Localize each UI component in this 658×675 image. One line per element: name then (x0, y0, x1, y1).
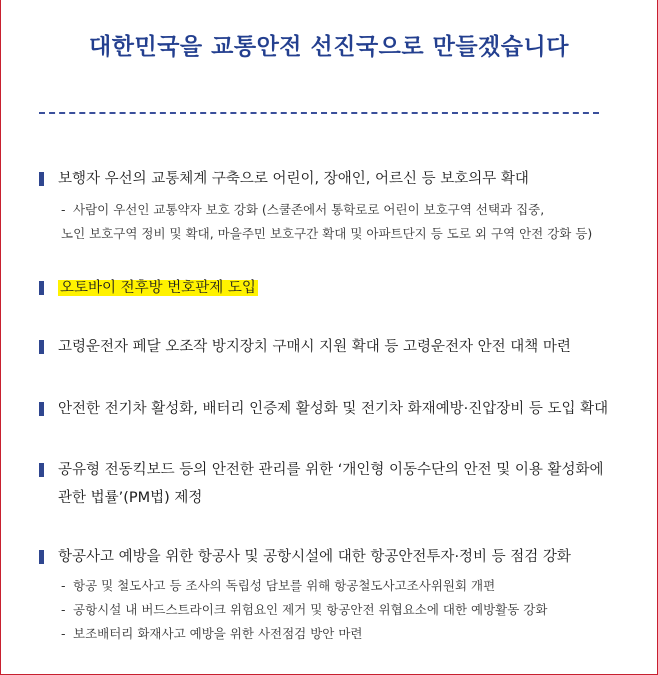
policy-heading-wrapper (58, 277, 637, 299)
policy-heading (39, 168, 637, 190)
dash-marker: - (61, 578, 66, 593)
policy-heading-text: 보행자 우선의 교통체계 구축으로 어린이, 장애인, 어르신 등 보호의무 확대 (58, 171, 529, 187)
policy-heading (39, 336, 637, 358)
policy-item-motorcycle (39, 277, 637, 299)
page-title: 대한민국을 교통안전 선진국으로 만들겠습니다 (89, 34, 569, 60)
policy-sub-item-continued (61, 222, 637, 246)
policy-item-elderly-driver (39, 336, 637, 358)
dash-marker: - (61, 626, 66, 641)
dash-marker: - (61, 202, 66, 217)
bullet-marker (39, 281, 44, 295)
policy-item-electric-vehicle (39, 398, 637, 420)
dash-marker: - (61, 602, 66, 617)
policy-sub-item (61, 598, 637, 622)
bullet-marker (39, 172, 44, 186)
policy-sub-text: 노인 보호구역 정비 및 확대, 마을주민 보호구간 확대 및 아파트단지 등 도로 외 구역 안전 강화 등) (61, 226, 593, 241)
policy-heading (39, 459, 637, 509)
policy-heading-line1: 공유형 전동킥보드 등의 안전한 관리를 위한 ‘개인형 이동수단의 안전 및 이용 활성화에 (58, 462, 604, 478)
policy-heading (39, 277, 637, 299)
policy-sub-text: 보조배터리 화재사고 예방을 위한 사전점검 방안 마련 (73, 626, 363, 641)
policy-item-kickboard (39, 459, 637, 509)
policy-sub-item (61, 622, 637, 646)
bullet-marker (39, 463, 44, 477)
title-divider (39, 112, 599, 114)
policy-sub-text: 항공 및 철도사고 등 조사의 독립성 담보를 위해 항공철도사고조사위원회 개편 (73, 578, 496, 593)
policy-heading-text (58, 459, 637, 509)
policy-heading-text: 안전한 전기차 활성화, 배터리 인증제 활성화 및 전기차 화재예방·진압장비 등 도입 확대 (58, 401, 609, 417)
policy-heading (39, 398, 637, 420)
policy-item-aviation (39, 546, 637, 646)
bullet-marker (39, 402, 44, 416)
policy-heading-text: 고령운전자 페달 오조작 방지장치 구매시 지원 확대 등 고령운전자 안전 대책 마련 (58, 339, 571, 355)
policy-heading-line2: 관한 법률’(PM법) 제정 (58, 490, 203, 506)
policy-sub-item (61, 574, 637, 598)
bullet-marker (39, 550, 44, 564)
policy-sub-text: 사람이 우선인 교통약자 보호 강화 (스쿨존에서 통학로로 어린이 보호구역 선택과 집중, (73, 202, 545, 217)
policy-item-pedestrian (39, 168, 637, 246)
policy-sub-text: 공항시설 내 버드스트라이크 위험요인 제거 및 항공안전 위협요소에 대한 예방활동 강화 (73, 602, 548, 617)
policy-heading-text: 항공사고 예방을 위한 항공사 및 공항시설에 대한 항공안전투자·정비 등 점검 강화 (58, 549, 571, 565)
highlighted-heading-text: 오토바이 전후방 번호판제 도입 (60, 280, 256, 296)
bullet-marker (39, 340, 44, 354)
policy-sub-item (61, 198, 637, 222)
policy-heading (39, 546, 637, 568)
